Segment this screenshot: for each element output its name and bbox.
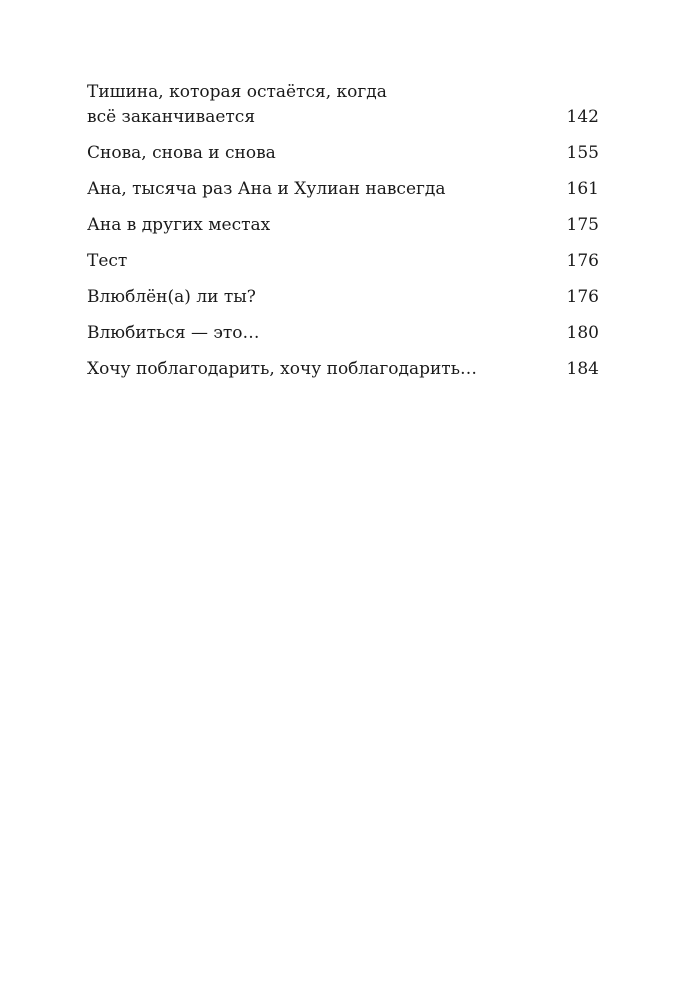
toc-entry-title: Влюбиться — это… [87,323,260,343]
toc-entry[interactable] [87,213,599,238]
toc-entry[interactable] [87,177,599,202]
toc-entry-title: Ана, тысяча раз Ана и Хулиан навсегда [87,179,446,199]
toc-entry[interactable] [87,80,599,130]
toc-entry-title: Влюблён(а) ли ты? [87,287,256,307]
toc-entry-title: Ана в других местах [87,215,271,235]
toc-entry-page: 180 [566,323,599,343]
toc-entry[interactable] [87,357,599,382]
toc-entry-page: 175 [566,215,599,235]
toc-entry-page: 161 [566,179,599,199]
table-of-contents [87,80,599,393]
toc-entry[interactable] [87,285,599,310]
toc-entry-title: Тест [87,251,128,271]
toc-entry-page: 155 [566,143,599,163]
toc-entry-page: 176 [566,251,599,271]
toc-entry-page: 176 [566,287,599,307]
toc-entry[interactable] [87,249,599,274]
toc-entry-title: Снова, снова и снова [87,143,276,163]
toc-entry-page: 142 [566,107,599,127]
toc-entry-title: Тишина, которая остаётся, когда всё заканчивается [87,82,387,127]
toc-entry-title: Хочу поблагодарить, хочу поблагодарить… [87,359,477,379]
toc-entry[interactable] [87,321,599,346]
toc-entry-page: 184 [566,359,599,379]
toc-entry[interactable] [87,141,599,166]
